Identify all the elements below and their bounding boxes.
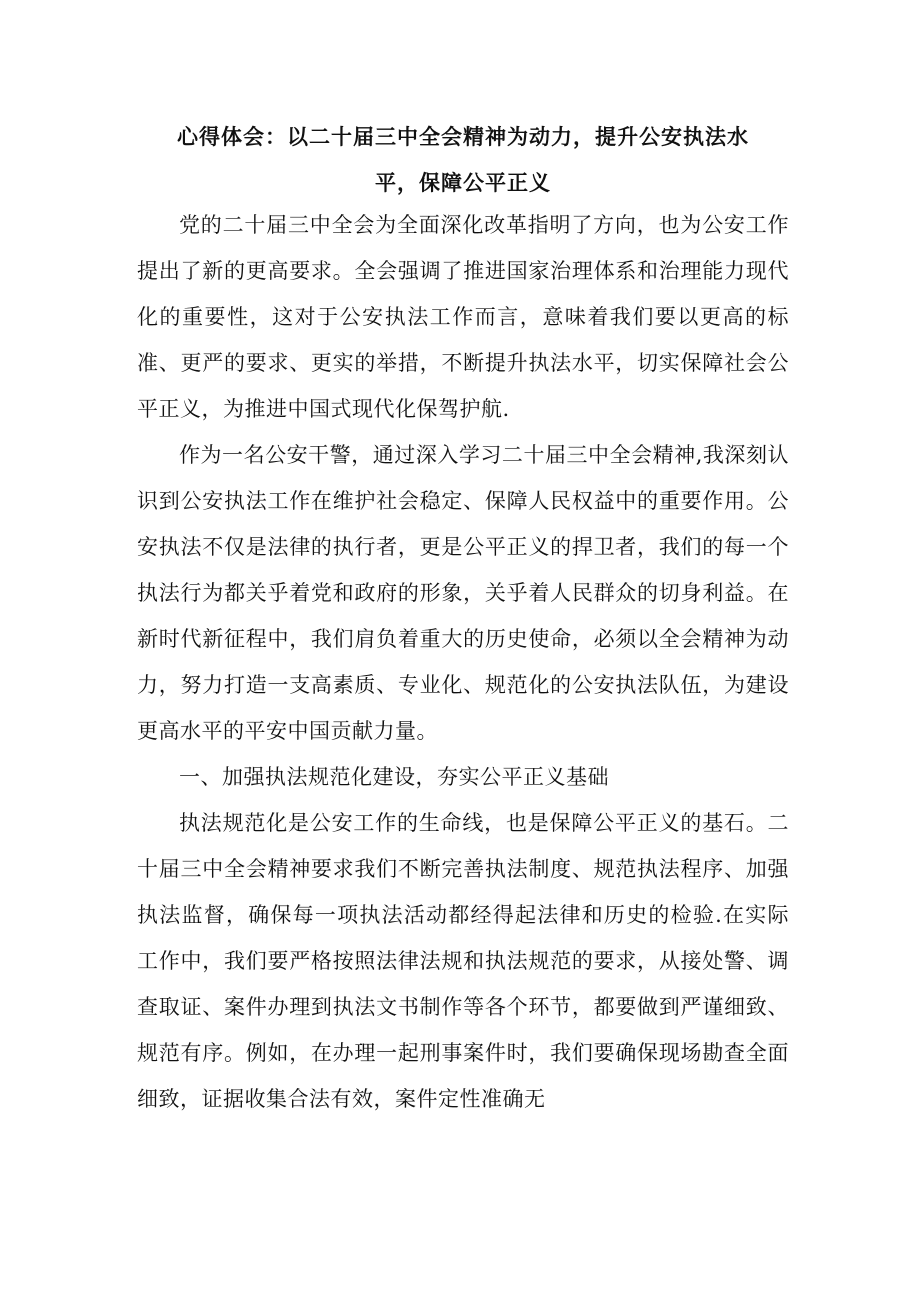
paragraph-intro: 党的二十届三中全会为全面深化改革指明了方向，也为公安工作提出了新的更高要求。全会强调了推进国家治理体系和治理能力现代化的重要性，这对于公安执法工作而言，意味着我们要以更高的标准、更严的要求、更实的举措，不断提升执法水平，切实保障社会公平正义，为推进中国式现代化保驾护航. [137,213,789,421]
section-1-paragraph: 执法规范化是公安工作的生命线，也是保障公平正义的基石。二十届三中全会精神要求我们不断完善执法制度、规范执法程序、加强执法监督，确保每一项执法活动都经得起法律和历史的检验.在实际工作中，我们要严格按照法律法规和执法规范的要求，从接处警、调查取证、案件办理到执法文书制作等各个环节，都要做到严谨细致、规范有序。例如，在办理一起刑事案件时，我们要确保现场勘查全面细致，证据收集合法有效，案件定性准确无 [137,811,789,1111]
paragraph-reflection: 作为一名公安干警，通过深入学习二十届三中全会精神,我深刻认识到公安执法工作在维护社会稳定、保障人民权益中的重要作用。公安执法不仅是法律的执行者，更是公平正义的捍卫者，我们的每一个执法行为都关乎着党和政府的形象，关乎着人民群众的切身利益。在新时代新征程中，我们肩负着重大的历史使命，必须以全会精神为动力，努力打造一支高素质、专业化、规范化的公安执法队伍，为建设更高水平的平安中国贡献力量。 [137,443,789,743]
document-title [137,114,789,206]
title-line-1: 心得体会：以二十届三中全会精神为动力，提升公安执法水 [177,124,749,149]
title-line-2: 平，保障公平正义 [375,170,551,195]
section-heading-1: 一、加强执法规范化建设，夯实公平正义基础 [179,765,609,789]
